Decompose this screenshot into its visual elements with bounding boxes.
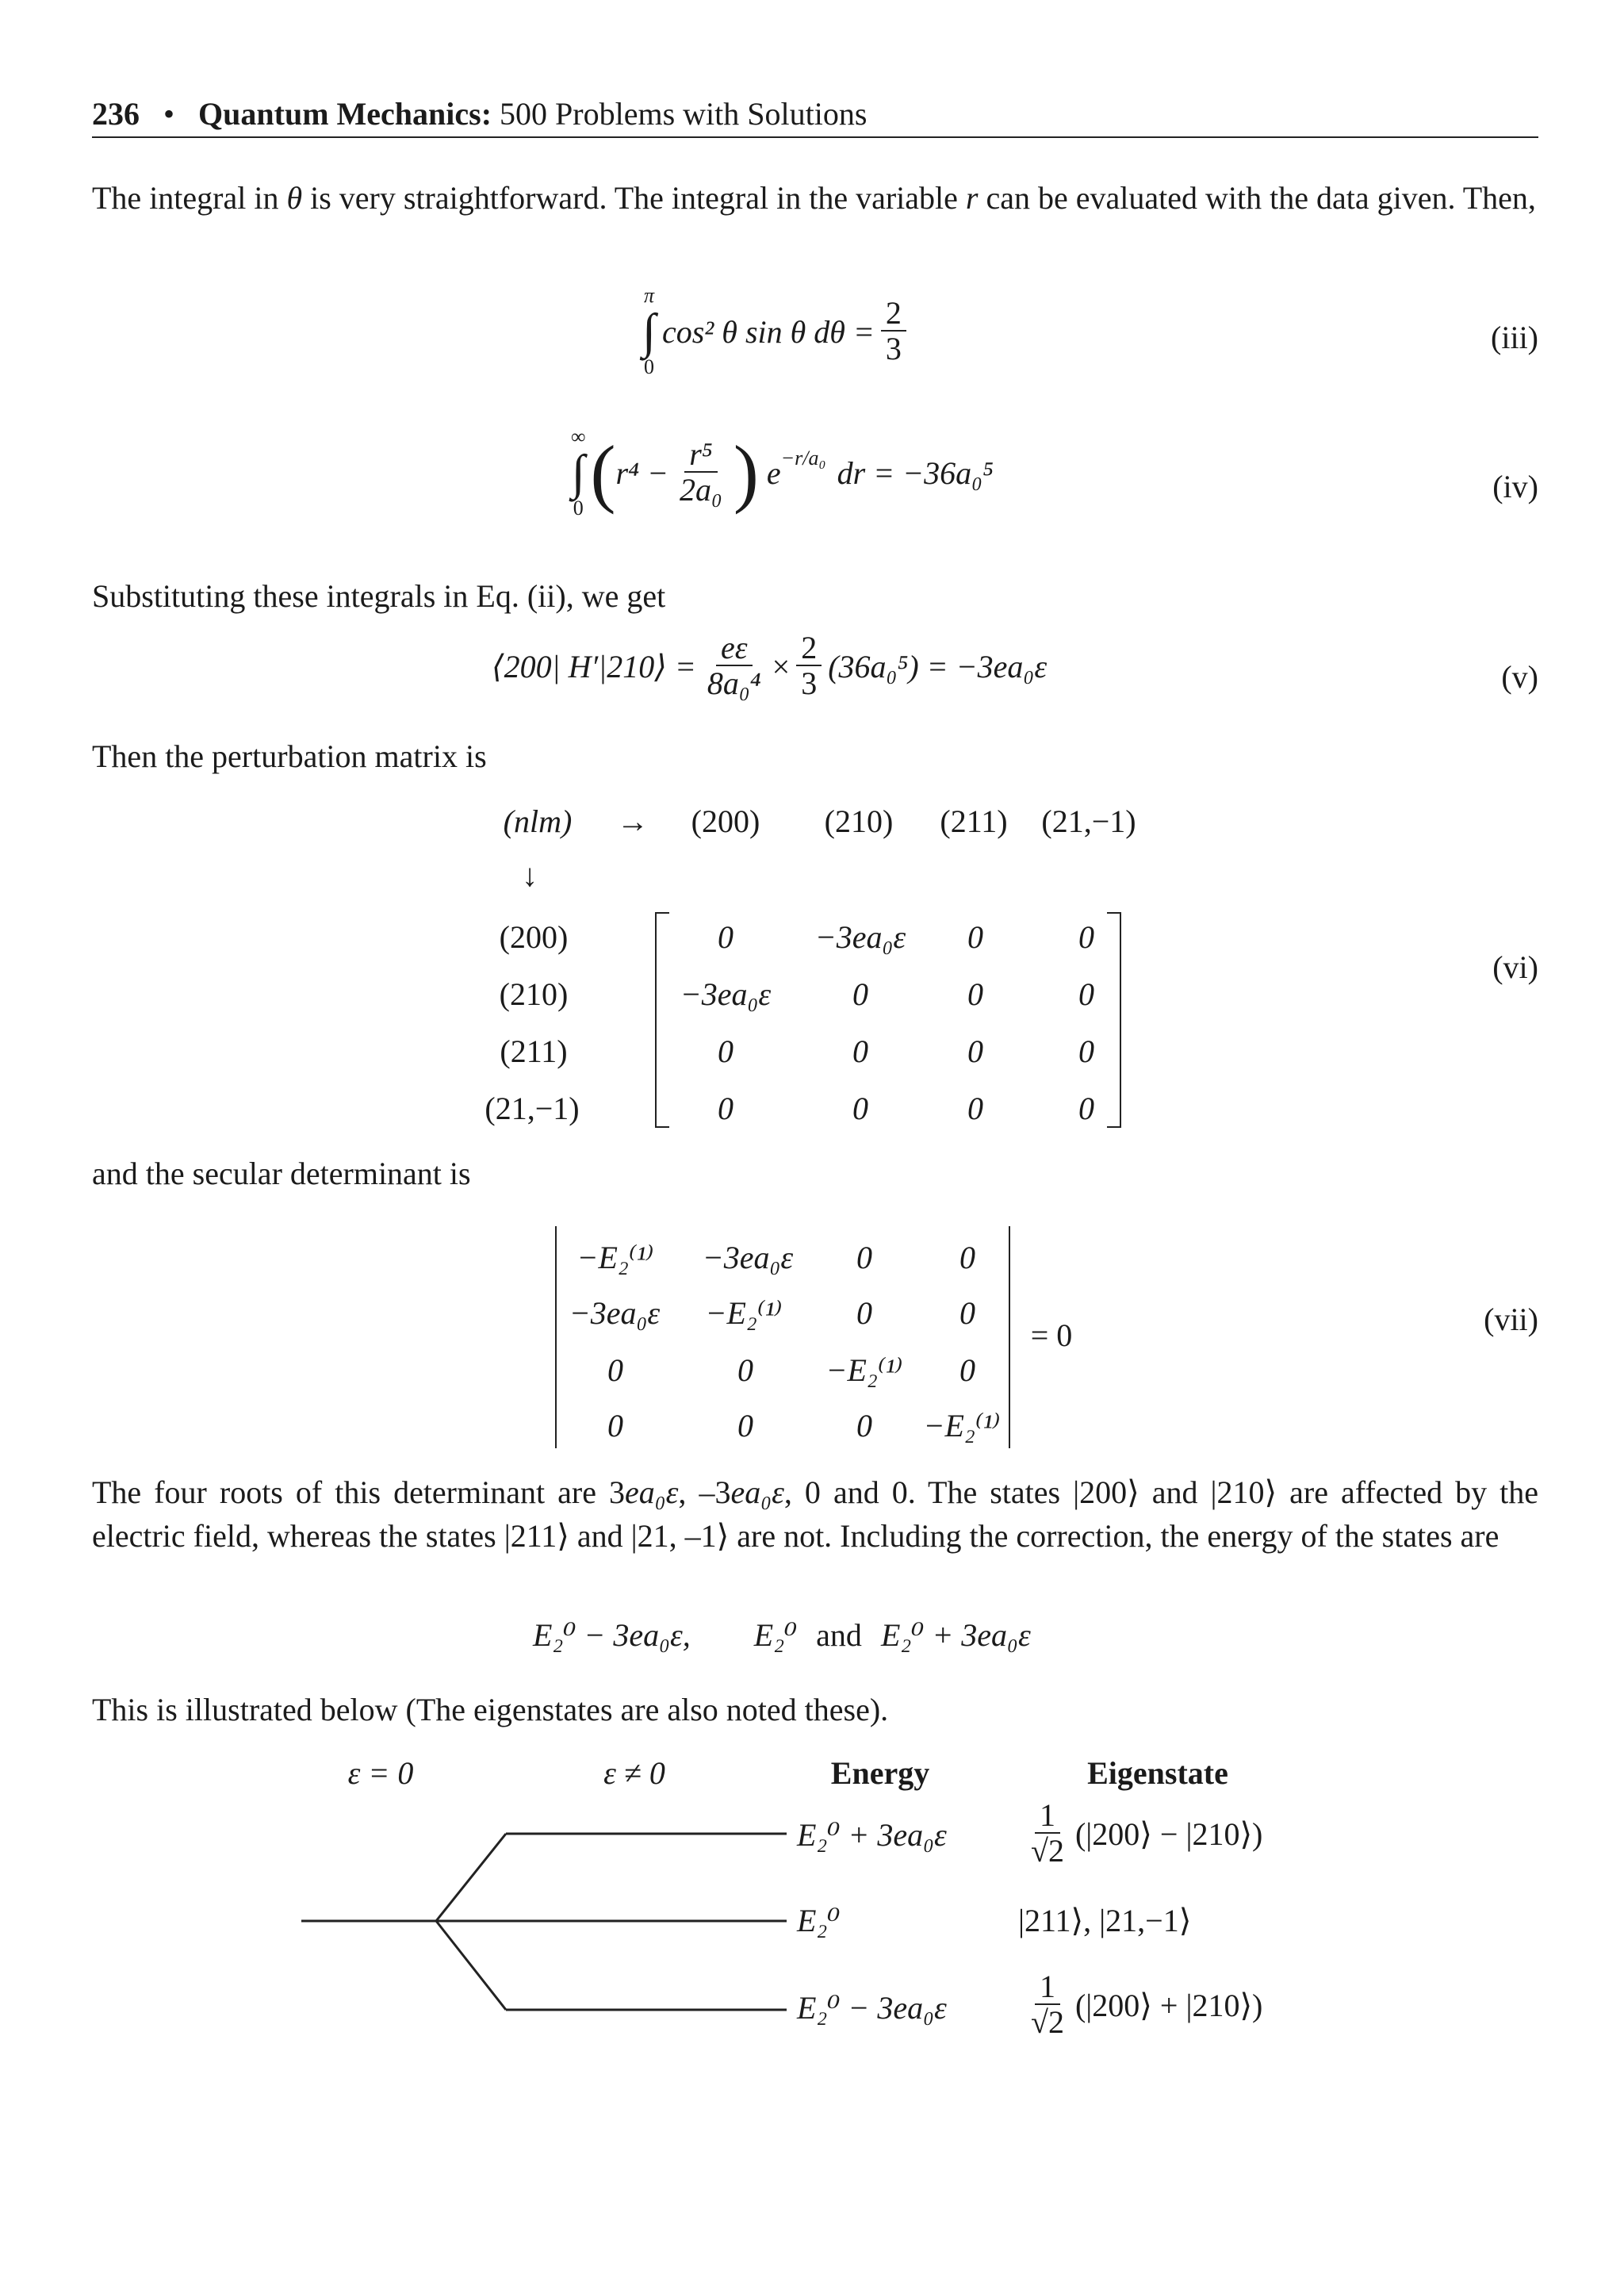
numerator: eε bbox=[716, 631, 753, 666]
text: The four roots of this determinant are 3 bbox=[92, 1474, 625, 1510]
determinant-cell: −E₂⁽¹⁾ bbox=[705, 1295, 783, 1331]
text: is very straightforward. The integral in the variable bbox=[310, 180, 958, 216]
matrix-cell: 0 bbox=[967, 1033, 983, 1069]
row-header: (200) bbox=[499, 919, 569, 955]
energy-upper: E₂⁰ + 3ea₀ε bbox=[880, 1617, 1031, 1653]
row-header: (211) bbox=[500, 1033, 568, 1069]
matrix-cell: 0 bbox=[718, 919, 733, 955]
column-label-energy: Energy bbox=[830, 1755, 930, 1791]
determinant-cell: −3ea₀ε bbox=[569, 1295, 661, 1331]
exponential: e bbox=[766, 454, 781, 491]
matrix-cell: 0 bbox=[852, 1033, 868, 1069]
integrand: cos² θ sin θ dθ = bbox=[661, 313, 875, 350]
numerator: 2 bbox=[796, 631, 822, 666]
determinant-cell: −E₂⁽¹⁾ bbox=[576, 1240, 654, 1275]
matrix-cell: 0 bbox=[718, 1033, 733, 1069]
fraction bbox=[1026, 1970, 1069, 2040]
matrix-cell: 0 bbox=[1078, 976, 1094, 1012]
determinant-cell: 0 bbox=[959, 1295, 975, 1331]
matrix-cell: −3ea₀ε bbox=[680, 976, 772, 1012]
numerator: 1 bbox=[1035, 1799, 1060, 1834]
times-sign: × bbox=[772, 648, 791, 684]
matrix-cell: 0 bbox=[1078, 1091, 1094, 1126]
determinant-cell: 0 bbox=[856, 1240, 872, 1275]
determinant-cell: 0 bbox=[607, 1352, 623, 1388]
integral-lower-limit: 0 bbox=[573, 496, 584, 519]
denominator: √2 bbox=[1031, 1833, 1064, 1869]
determinant-cell: 0 bbox=[607, 1408, 623, 1443]
matrix-corner-label: (nlm) bbox=[503, 803, 573, 839]
rhs: (36a₀⁵) = −3ea₀ε bbox=[828, 648, 1048, 684]
matrix-cell: 0 bbox=[1078, 919, 1094, 955]
energy-middle: E₂⁰ bbox=[753, 1617, 798, 1653]
matrix-cell: 0 bbox=[967, 919, 983, 955]
column-header: (21,−1) bbox=[1041, 803, 1136, 839]
text: r bbox=[965, 180, 979, 216]
matrix-cell: −3ea₀ε bbox=[814, 919, 906, 955]
determinant-cell: 0 bbox=[959, 1352, 975, 1388]
page-number: 236 bbox=[92, 96, 140, 132]
rhs: dr = −36a₀⁵ bbox=[837, 454, 994, 491]
determinant-equals-zero: = 0 bbox=[1030, 1317, 1073, 1353]
integral-upper-limit: π bbox=[643, 284, 654, 307]
level-eigenstate-middle: |211⟩, |21,−1⟩ bbox=[1018, 1903, 1192, 1938]
matrix-cell: 0 bbox=[852, 976, 868, 1012]
text: ea₀ bbox=[624, 1474, 666, 1510]
text: can be evaluated with the data given. Then, bbox=[986, 180, 1536, 216]
header-bullet: • bbox=[163, 96, 175, 132]
equation-label-vi: (vi) bbox=[1492, 949, 1538, 985]
equation-label-v: (v) bbox=[1501, 659, 1538, 695]
text: , 0 and 0. The states |200⟩ and |210⟩ are affected by the electric field, whereas the states |211⟩ and |21, –1⟩ are not. Including the correction, the energy of the states are bbox=[92, 1474, 1538, 1554]
paragraph-substituting: Substituting these integrals in Eq. (ii), we get bbox=[92, 578, 666, 614]
column-label-eigenstate: Eigenstate bbox=[1087, 1755, 1228, 1791]
row-header: (21,−1) bbox=[485, 1091, 580, 1126]
numerator: 1 bbox=[1035, 1970, 1060, 2005]
numerator: r⁵ bbox=[684, 438, 717, 473]
level-energy-upper: E₂⁰ + 3ea₀ε bbox=[797, 1817, 947, 1853]
level-splitting-lines bbox=[301, 1816, 793, 2022]
equation-label-vii: (vii) bbox=[1484, 1302, 1538, 1337]
equation-label-iv: (iv) bbox=[1492, 469, 1538, 504]
arrow-right: → bbox=[617, 803, 649, 839]
text: ε bbox=[665, 1474, 679, 1510]
book-subtitle: 500 Problems with Solutions bbox=[500, 96, 868, 132]
level-energy-middle: E₂⁰ bbox=[797, 1903, 841, 1938]
text: The integral in bbox=[92, 180, 279, 216]
text: θ bbox=[286, 180, 303, 216]
paragraph-illustrated: This is illustrated below (The eigenstates are also noted these). bbox=[92, 1692, 889, 1727]
denominator: 3 bbox=[885, 331, 902, 366]
text: ea₀ bbox=[730, 1474, 772, 1510]
equation-label-iii: (iii) bbox=[1491, 320, 1538, 355]
determinant-cell: 0 bbox=[856, 1408, 872, 1443]
book-title: Quantum Mechanics: bbox=[198, 96, 492, 132]
denominator: 3 bbox=[801, 665, 818, 701]
matrix-cell: 0 bbox=[1078, 1033, 1094, 1069]
determinant-cell: 0 bbox=[737, 1352, 753, 1388]
level-energy-lower: E₂⁰ − 3ea₀ε bbox=[797, 1990, 947, 2026]
numerator: 2 bbox=[881, 297, 906, 332]
matrix-cell: 0 bbox=[852, 1091, 868, 1126]
column-header: (200) bbox=[691, 803, 760, 839]
column-label-field-on: ε ≠ 0 bbox=[603, 1755, 665, 1791]
determinant-cell: 0 bbox=[959, 1240, 975, 1275]
column-label-field-off: ε = 0 bbox=[347, 1755, 414, 1791]
level-eigenstate-lower bbox=[1020, 1970, 1262, 2040]
matrix-cell: 0 bbox=[967, 1091, 983, 1126]
state: (|200⟩ − |210⟩) bbox=[1074, 1815, 1263, 1852]
integral-upper-limit: ∞ bbox=[571, 425, 586, 448]
fraction bbox=[1026, 1799, 1069, 1869]
energy-lower: E₂⁰ − 3ea₀ε, bbox=[533, 1617, 691, 1653]
paragraph-secular: and the secular determinant is bbox=[92, 1156, 471, 1191]
equation-iii: π ∫ 0 cos² θ sin θ dθ = $\frac{2}{3}$ bbox=[642, 284, 913, 379]
term-r4: r⁴ − bbox=[615, 454, 668, 491]
denominator: √2 bbox=[1031, 2004, 1064, 2040]
text: ε bbox=[772, 1474, 784, 1510]
text: and bbox=[816, 1617, 862, 1653]
arrow-down: ↓ bbox=[522, 857, 538, 893]
determinant-cell: 0 bbox=[737, 1408, 753, 1443]
state: (|200⟩ + |210⟩) bbox=[1074, 1987, 1263, 2023]
denominator: 2a₀ bbox=[679, 472, 722, 508]
determinant-cell: −3ea₀ε bbox=[702, 1240, 794, 1275]
determinant-cell: −E₂⁽¹⁾ bbox=[923, 1408, 1001, 1443]
level-eigenstate-upper bbox=[1020, 1799, 1262, 1869]
denominator: 8a₀⁴ bbox=[707, 665, 761, 701]
text: , –3 bbox=[678, 1474, 731, 1510]
determinant-cell: −E₂⁽¹⁾ bbox=[825, 1352, 903, 1388]
integral-lower-limit: 0 bbox=[643, 355, 654, 378]
lhs: ⟨200| H′|210⟩ = bbox=[492, 648, 696, 684]
matrix-cell: 0 bbox=[967, 976, 983, 1012]
paragraph-perturbation: Then the perturbation matrix is bbox=[92, 738, 487, 774]
matrix-cell: 0 bbox=[718, 1091, 733, 1126]
row-header: (210) bbox=[499, 976, 569, 1012]
column-header: (211) bbox=[940, 803, 1008, 839]
equation-iv: ∞ ∫ 0 ( r⁴ − $\frac{\text{r⁵}}{\text{2a₀}}$ ) e $^{-r/a_0}$ dr = −36a₀⁵ bbox=[571, 425, 994, 519]
determinant-cell: 0 bbox=[856, 1295, 872, 1331]
column-header: (210) bbox=[824, 803, 894, 839]
